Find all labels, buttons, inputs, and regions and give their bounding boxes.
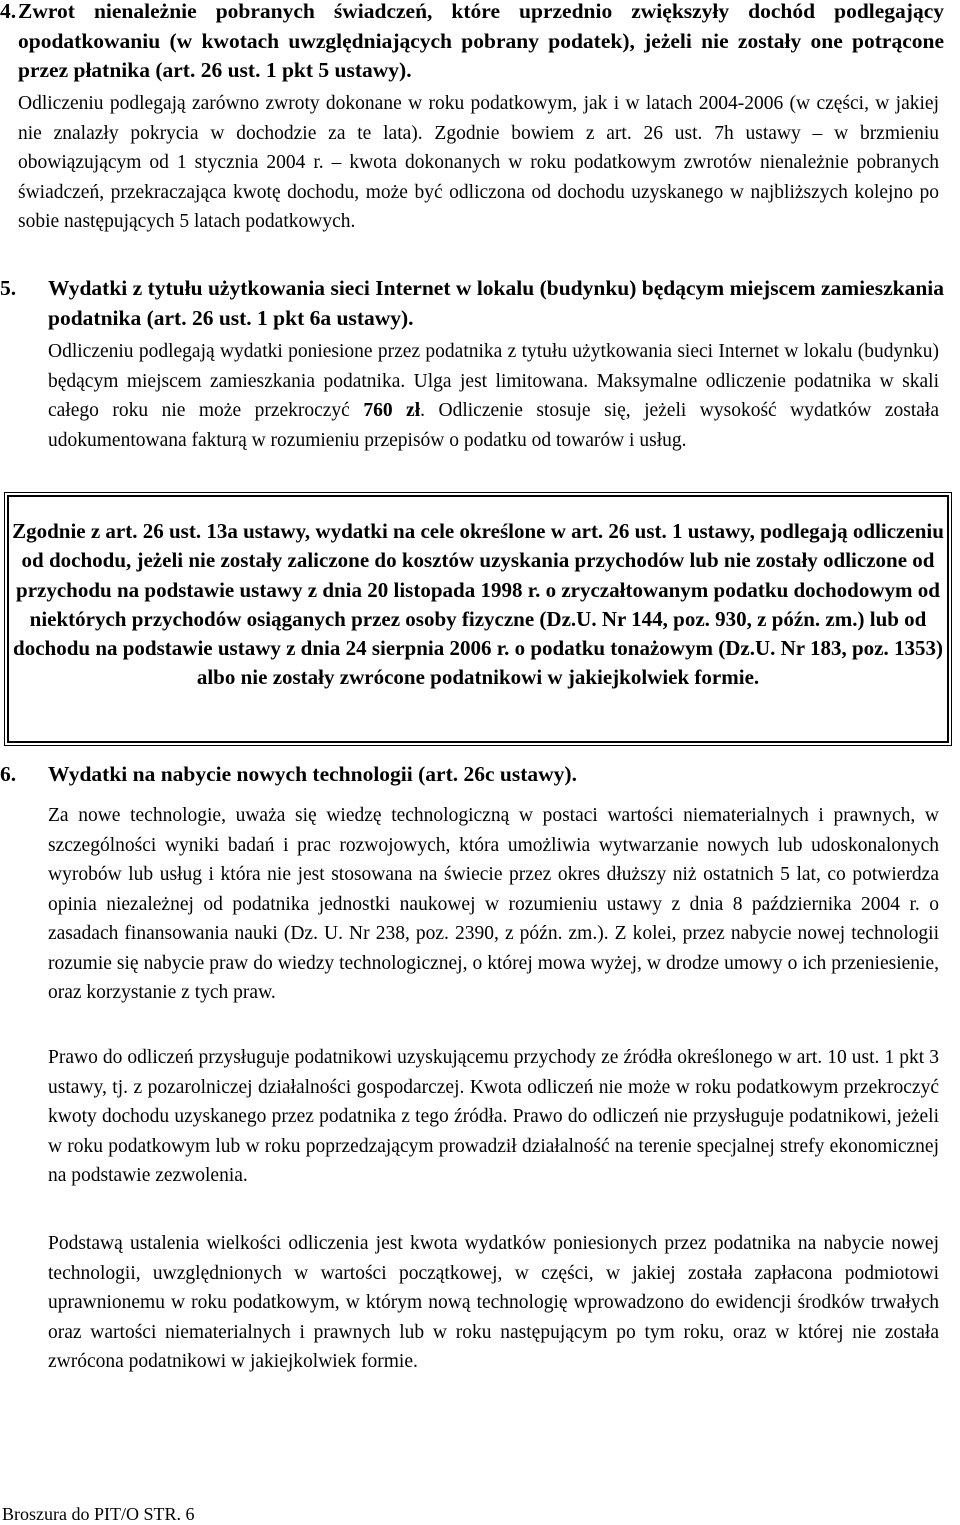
section-4-heading (0, 0, 944, 86)
section-6-paragraph-1: Za nowe technologie, uważa się wiedzę technologiczną w postaci wartości niematerialnych i prawnych, w szczególności wyniki badań i prac rozwojowych, która umożliwia wytwarzanie nowych lub udoskonalonych wyrobów lub usług i która nie jest stosowana na świecie przez okres dłuższy niż ostatnich 5 lat, co potwierdza opinia niezależnej od podatnika jednostki naukowej w rozumieniu ustawy z dnia 8 października 2004 r. o zasadach finansowania nauki (Dz. U. Nr 238, poz. 2390, z późn. zm.). Z kolei, przez nabycie nowej technologii rozumie się nabycie praw do wiedzy technologicznej, o której mowa wyżej, w drodze umowy o ich przeniesienie, oraz korzystanie z tych praw. (48, 805, 939, 1003)
section-5-paragraph-text: Odliczeniu podlegają wydatki poniesione przez podatnika z tytułu użytkowania sieci Internet w lokalu (budynku) będącym miejscem zamieszkania podatnika. Ulga jest limitowana. Maksymalne odliczenie podatnika w skali całego roku nie może przekroczyć (48, 341, 939, 421)
section-4-title: Zwrot nienależnie pobranych świadczeń, które uprzednio zwiększyły dochód podlegający opodatkowaniu (w kwotach uwzględniających pobrany podatek), jeżeli nie zostały one potrącone przez płatnika (art. 26 ust. 1 pkt 5 ustawy). (18, 0, 944, 82)
section-5-paragraph (48, 337, 939, 455)
section-5-number: 5. (0, 276, 17, 300)
section-6-heading (0, 760, 944, 790)
section-5-paragraph-text-2: . Odliczenie stosuje się, jeżeli wysokość wydatków została udokumentowana fakturą w rozumieniu przepisów o podatku od towarów i usług. (48, 400, 940, 451)
section-6-title: Wydatki na nabycie nowych technologii (art. 26c ustawy). (48, 762, 577, 786)
note-box-text: Zgodnie z art. 26 ust. 13a ustawy, wydatki na cele określone w art. 26 ust. 1 ustawy, podlegają odliczeniu od dochodu, jeżeli nie zostały zaliczone do kosztów uzyskania przychodów lub nie zostały odliczone od przychodu na podstawie ustawy z dnia 20 listopada 1998 r. o zryczałtowanym podatku dochodowym od niektórych przychodów osiąganych przez osoby fizyczne (Dz.U. Nr 144, poz. 930, z późn. zm.) lub od dochodu na podstawie ustawy z dnia 24 sierpnia 2006 r. o podatku tonażowym (Dz.U. Nr 183, poz. 1353) albo nie zostały zwrócone podatnikowi w jakiejkolwiek formie. (12, 519, 944, 690)
section-4-number: 4. (0, 0, 17, 23)
section-5-title: Wydatki z tytułu użytkowania sieci Internet w lokalu (budynku) będącym miejscem zamieszkania podatnika (art. 26 ust. 1 pkt 6a ustawy). (48, 276, 944, 330)
section-6-paragraph-3: Podstawą ustalenia wielkości odliczenia jest kwota wydatków poniesionych przez podatnika na nabycie nowej technologii, uwzględnionych w wartości początkowej, w części, w jakiej została zapłacona podmiotowi uprawnionemu w roku podatkowym, w którym nową technologię wprowadzono do ewidencji środków trwałych oraz wartości niematerialnych i prawnych lub w roku następującym po tym roku, oraz w której nie została zwrócona podatnikowi w jakiejkolwiek formie. (48, 1233, 939, 1372)
section-5-heading (0, 274, 944, 333)
section-4-paragraph: Odliczeniu podlegają zarówno zwroty dokonane w roku podatkowym, jak i w latach 2004-2006 (w części, w jakiej nie znalazły pokrycia w dochodzie za te lata). Zgodnie bowiem z art. 26 ust. 7h ustawy – w brzmieniu obowiązującym od 1 stycznia 2004 r. – kwota dokonanych w roku podatkowym zwrotów nienależnie pobranych świadczeń, przekraczająca kwotę dochodu, może być odliczona od dochodu uzyskanego w najbliższych kolejno po sobie następujących 5 latach podatkowych. (18, 93, 939, 232)
section-6-paragraph-2: Prawo do odliczeń przysługuje podatnikowi uzyskującemu przychody ze źródła określonego w art. 10 ust. 1 pkt 3 ustawy, tj. z pozarolniczej działalności gospodarczej. Kwota odliczeń nie może w roku podatkowym przekroczyć kwoty dochodu uzyskanego przez podatnika z tego źródła. Prawo do odliczeń nie przysługuje podatnikowi, jeżeli w roku podatkowym lub w roku poprzedzającym prowadził działalność na terenie specjalnej strefy ekonomicznej na podstawie zezwolenia. (48, 1047, 939, 1186)
page-footer: Broszura do PIT/O STR. 6 (2, 1504, 195, 1524)
internet-limit-amount: 760 zł (363, 400, 421, 421)
section-6-number: 6. (0, 762, 17, 786)
